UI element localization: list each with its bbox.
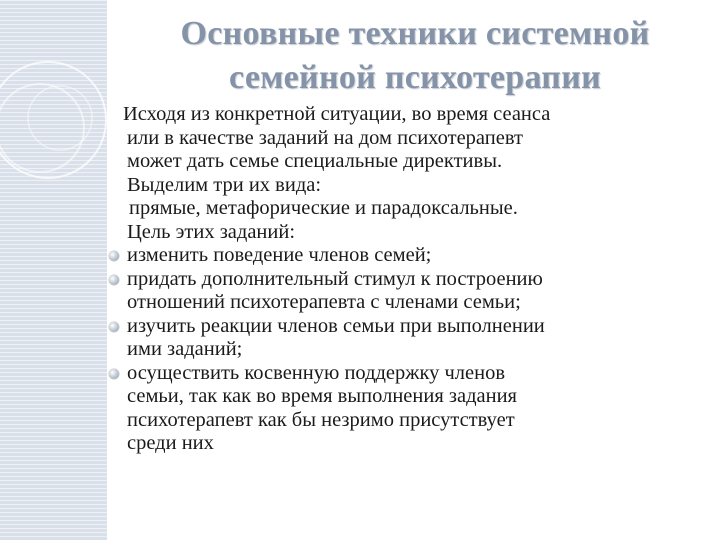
bullet-dot-icon xyxy=(109,251,119,261)
decorative-side-band xyxy=(0,0,107,540)
slide-body xyxy=(108,103,708,456)
bullet-text-line: психотерапевт как бы незримо присутствует xyxy=(127,408,515,431)
bullet-dot-icon xyxy=(109,275,119,285)
bullet-list-item xyxy=(108,362,708,456)
bullet-list-item xyxy=(108,268,708,315)
bullet-text-line: придать дополнительный стимул к построению xyxy=(127,267,543,290)
slide-title-line: семейной психотерапии xyxy=(229,59,601,96)
bullet-dot-icon xyxy=(109,369,119,379)
bullet-text-line: изучить реакции членов семьи при выполнении xyxy=(127,314,545,337)
bullet-text-line: ими заданий; xyxy=(127,338,243,360)
slide-title xyxy=(120,12,710,100)
intro-text-line: прямые, метафорические и парадоксальные. xyxy=(129,197,518,219)
intro-text-line: может дать семье специальные директивы. xyxy=(127,150,503,172)
bullet-list-item xyxy=(108,315,708,362)
bullet-list-item xyxy=(108,244,708,268)
bullet-text-line: среди них xyxy=(127,432,214,454)
bullet-text-line: осуществить косвенную поддержку членов xyxy=(127,361,506,384)
intro-text-line: Выделим три их вида: xyxy=(127,173,322,196)
bullet-text-line: отношений психотерапевта с членами семьи; xyxy=(127,291,521,313)
bullet-text-line: изменить поведение членов семей; xyxy=(127,244,432,266)
bullet-text-line: семьи, так как во время выполнения задания xyxy=(127,385,517,407)
slide-title-line: Основные техники системной xyxy=(180,15,650,52)
decorative-swirl-icon xyxy=(0,0,107,540)
intro-text-line: Исходя из конкретной ситуации, во время сеанса xyxy=(123,103,551,125)
intro-text-line: или в качестве заданий на дом психотерапевт xyxy=(127,126,523,149)
bullet-dot-icon xyxy=(109,322,119,332)
intro-text-line: Цель этих заданий: xyxy=(127,220,296,243)
